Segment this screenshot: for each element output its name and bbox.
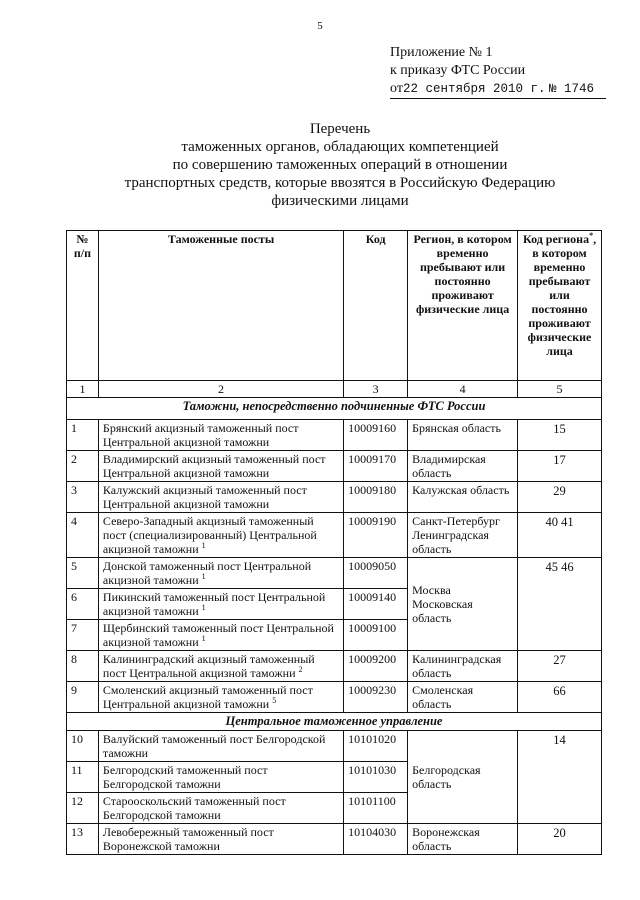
row-number: 1	[67, 420, 99, 451]
header-code: Код	[344, 231, 408, 381]
table-row	[67, 451, 602, 482]
row-code: 10009230	[344, 682, 408, 713]
row-number: 6	[67, 589, 99, 620]
appendix-title: Приложение № 1	[390, 45, 493, 60]
row-number: 7	[67, 620, 99, 651]
row-post-text: Щербинский таможенный пост Центральной акцизной таможни	[102, 621, 334, 649]
row-number: 9	[67, 682, 99, 713]
row-post: Брянский акцизный таможенный пост Центральной акцизной таможни	[98, 420, 343, 451]
row-number: 2	[67, 451, 99, 482]
column-number-row	[67, 381, 602, 398]
row-code: 10101100	[344, 793, 408, 824]
row-region-code: 27	[518, 651, 602, 682]
title-line-3: по совершению таможенных операций в отношении	[172, 157, 508, 173]
row-region-code: 66	[518, 682, 602, 713]
row-footnote: 1	[201, 634, 206, 643]
title-line-5: физическими лицами	[271, 193, 409, 209]
row-post	[98, 558, 343, 589]
row-code: 10101030	[344, 762, 408, 793]
row-post: Левобережный таможенный пост Воронежской таможни	[98, 824, 343, 855]
row-code: 10009050	[344, 558, 408, 589]
row-number: 10	[67, 731, 99, 762]
colnum-1: 1	[67, 381, 99, 398]
row-region-belgorod: Белгородская область	[408, 731, 518, 824]
row-region-moscow: Москва Московская область	[408, 558, 518, 651]
row-footnote: 1	[201, 541, 206, 550]
row-region-code: 17	[518, 451, 602, 482]
row-code: 10104030	[344, 824, 408, 855]
row-post	[98, 682, 343, 713]
section-row	[67, 713, 602, 731]
row-code: 10009180	[344, 482, 408, 513]
section-title-2: Центральное таможенное управление	[67, 713, 602, 731]
row-region-code: 20	[518, 824, 602, 855]
row-footnote: 1	[201, 603, 206, 612]
row-post-text: Северо-Западный акцизный таможенный пост (специализированный) Центральной акцизной таможни	[102, 514, 317, 556]
row-footnote: 1	[201, 572, 206, 581]
row-region: Воронежская область	[408, 824, 518, 855]
header-region-code	[518, 231, 602, 381]
appendix-header	[390, 44, 606, 99]
row-code: 10009140	[344, 589, 408, 620]
row-footnote: 5	[272, 696, 277, 705]
table-row	[67, 651, 602, 682]
table-row	[67, 731, 602, 762]
row-region-code-moscow: 45 46	[518, 558, 602, 651]
row-post: Белгородский таможенный пост Белгородской таможни	[98, 762, 343, 793]
colnum-4: 4	[408, 381, 518, 398]
row-code: 10009100	[344, 620, 408, 651]
row-post-text: Пикинский таможенный пост Центральной акцизной таможни	[102, 590, 326, 618]
row-region: Калужская область	[408, 482, 518, 513]
header-region-code-rest: , в котором временно пребывают или постоянно проживают физические лица	[527, 232, 597, 358]
row-post-text: Донской таможенный пост Центральной акцизной таможни	[102, 559, 312, 587]
table-header-row	[67, 231, 602, 381]
colnum-2: 2	[98, 381, 343, 398]
row-region: Владимирская область	[408, 451, 518, 482]
title-line-4: транспортных средств, которые ввозятся в Российскую Федерацию	[124, 175, 556, 191]
header-post: Таможенные посты	[98, 231, 343, 381]
row-number: 12	[67, 793, 99, 824]
colnum-3: 3	[344, 381, 408, 398]
appendix-number: № 1746	[548, 82, 594, 96]
row-region-code: 29	[518, 482, 602, 513]
row-post: Владимирский акцизный таможенный пост Центральной акцизной таможни	[98, 451, 343, 482]
row-post: Калужский акцизный таможенный пост Центральной акцизной таможни	[98, 482, 343, 513]
header-region-code-text: Код региона	[522, 232, 590, 246]
appendix-date: 22 сентября 2010 г.	[402, 82, 546, 96]
table-row	[67, 682, 602, 713]
header-num: № п/п	[67, 231, 99, 381]
row-code: 10009160	[344, 420, 408, 451]
table-row	[67, 513, 602, 558]
row-region: Калининградская область	[408, 651, 518, 682]
row-code: 10009200	[344, 651, 408, 682]
row-post	[98, 589, 343, 620]
row-number: 3	[67, 482, 99, 513]
table-row	[67, 482, 602, 513]
row-region-code: 15	[518, 420, 602, 451]
row-post-text: Калининградский акцизный таможенный пост Центральной акцизной таможни	[102, 652, 315, 680]
table-row	[67, 824, 602, 855]
header-region: Регион, в котором временно пребывают или постоянно проживают физические лица	[408, 231, 518, 381]
row-number: 5	[67, 558, 99, 589]
header-region-code-star: *	[589, 231, 594, 240]
row-number: 8	[67, 651, 99, 682]
row-region-code: 40 41	[518, 513, 602, 558]
row-post	[98, 620, 343, 651]
page-number: 5	[317, 20, 323, 32]
title-line-1: Перечень	[309, 121, 371, 137]
row-code: 10009190	[344, 513, 408, 558]
colnum-5: 5	[518, 381, 602, 398]
section-title-1: Таможни, непосредственно подчиненные ФТС России	[67, 398, 602, 420]
row-post	[98, 651, 343, 682]
appendix-date-prefix: от	[390, 81, 403, 96]
row-region: Санкт-Петербург Ленинградская область	[408, 513, 518, 558]
row-post-text: Смоленский акцизный таможенный пост Центральной акцизной таможни	[102, 683, 313, 711]
table-row	[67, 420, 602, 451]
row-region: Брянская область	[408, 420, 518, 451]
row-code: 10101020	[344, 731, 408, 762]
row-post: Валуйский таможенный пост Белгородской таможни	[98, 731, 343, 762]
row-number: 13	[67, 824, 99, 855]
row-footnote: 2	[298, 665, 303, 674]
row-post	[98, 513, 343, 558]
title-line-2: таможенных органов, обладающих компетенцией	[181, 139, 499, 155]
row-number: 4	[67, 513, 99, 558]
section-row	[67, 398, 602, 420]
customs-table	[66, 230, 602, 855]
row-code: 10009170	[344, 451, 408, 482]
row-post: Старооскольский таможенный пост Белгородской таможни	[98, 793, 343, 824]
appendix-date-line	[390, 80, 606, 99]
row-region: Смоленская область	[408, 682, 518, 713]
document-title	[80, 120, 600, 210]
table-row	[67, 558, 602, 589]
row-number: 11	[67, 762, 99, 793]
appendix-order-ref: к приказу ФТС России	[390, 63, 526, 78]
row-region-code-belgorod: 14	[518, 731, 602, 824]
